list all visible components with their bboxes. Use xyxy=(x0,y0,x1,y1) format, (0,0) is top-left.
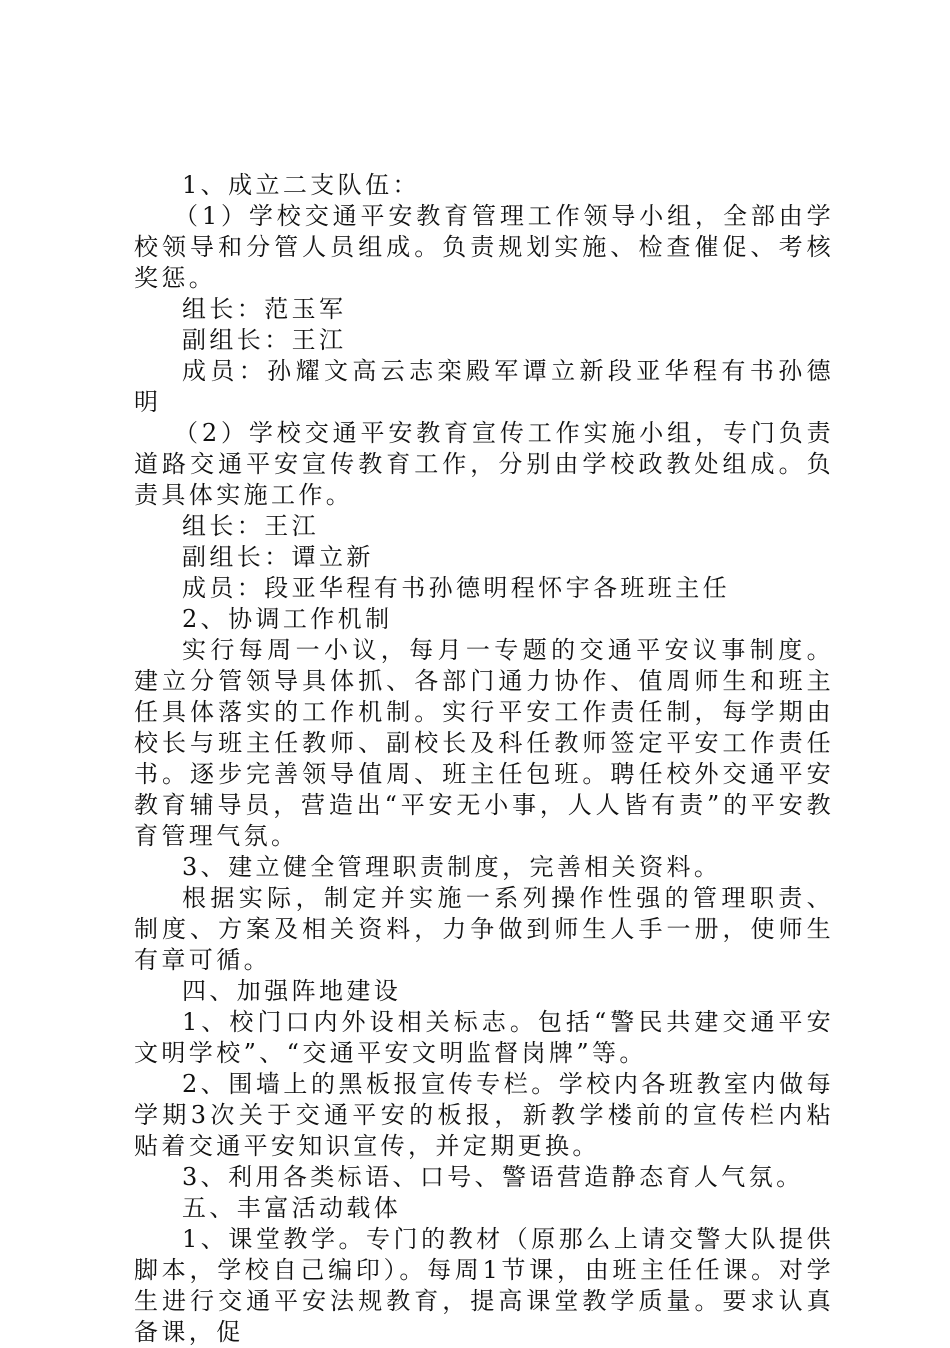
paragraph-team-heading: 1、成立二支队伍： xyxy=(182,171,420,199)
paragraph-coordination-heading: 2、协调工作机制 xyxy=(182,605,393,633)
paragraph-blackboard: 2、围墙上的黑板报宣传专栏。学校内各班教室内做每学期3次关于交通平安的板报，新教学楼前的宣传栏内粘贴着交通平安知识宣传，并定期更换。 xyxy=(134,1070,834,1160)
paragraph-rules-heading: 3、建立健全管理职责制度，完善相关资料。 xyxy=(182,853,722,881)
paragraph-classroom-teaching: 1、课堂教学。专门的教材（原那么上请交警大队提供脚本，学校自己编印）。每周1节课，由班主任任课。对学生进行交通平安法规教育，提高课堂教学质量。要求认真备课，促 xyxy=(134,1225,834,1346)
document-body xyxy=(134,170,834,1348)
paragraph-rules-body: 根据实际，制定并实施一系列操作性强的管理职责、制度、方案及相关资料，力争做到师生人手一册，使师生有章可循。 xyxy=(134,884,834,974)
paragraph-section-four-heading: 四、加强阵地建设 xyxy=(182,977,402,1005)
paragraph-members-2: 成员：段亚华程有书孙德明程怀宇各班班主任 xyxy=(182,574,730,602)
paragraph-section-five-heading: 五、丰富活动载体 xyxy=(182,1194,402,1222)
paragraph-coordination-body: 实行每周一小议，每月一专题的交通平安议事制度。建立分管领导具体抓、各部门通力协作、值周师生和班主任具体落实的工作机制。实行平安工作责任制，每学期由校长与班主任教师、副校长及科任教师签定平安工作责任书。逐步完善领导值周、班主任包班。聘任校外交通平安教育辅导员，营造出“平安无小事，人人皆有责”的平安教育管理气氛。 xyxy=(134,636,834,850)
paragraph-leadership-group: （1）学校交通平安教育管理工作领导小组，全部由学校领导和分管人员组成。负责规划实施、检查催促、考核奖惩。 xyxy=(134,202,834,292)
paragraph-publicity-group: （2）学校交通平安教育宣传工作实施小组，专门负责道路交通平安宣传教育工作，分别由学校政教处组成。负责具体实施工作。 xyxy=(134,419,834,509)
paragraph-leader-1: 组长：范玉军 xyxy=(182,295,347,323)
paragraph-members-1: 成员：孙耀文高云志栾殿军谭立新段亚华程有书孙德明 xyxy=(134,357,834,416)
paragraph-leader-2: 组长：王江 xyxy=(182,512,319,540)
paragraph-deputy-leader-2: 副组长：谭立新 xyxy=(182,543,374,571)
paragraph-gate-signs: 1、校门口内外设相关标志。包括“警民共建交通平安文明学校”、“交通平安文明监督岗牌”等。 xyxy=(134,1008,834,1067)
paragraph-slogans: 3、利用各类标语、口号、警语营造静态育人气氛。 xyxy=(182,1163,804,1191)
paragraph-deputy-leader-1: 副组长：王江 xyxy=(182,326,347,354)
